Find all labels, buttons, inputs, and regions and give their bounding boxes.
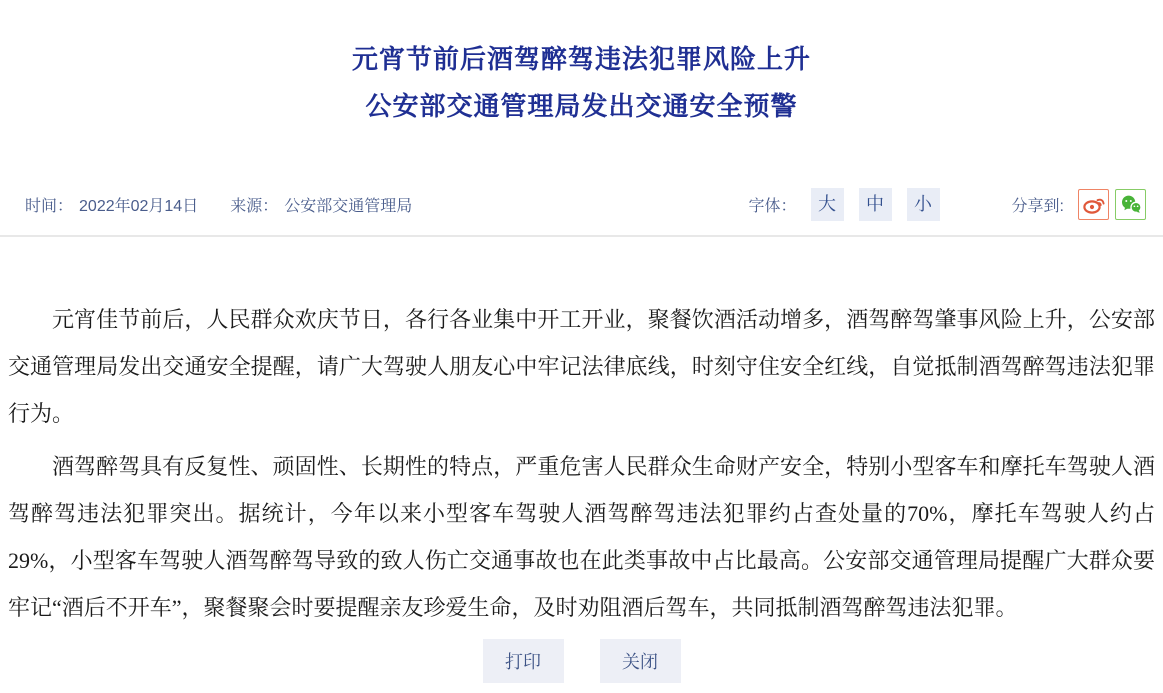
font-size-label: 字体： [748,197,797,215]
share-wechat-button[interactable] [1115,189,1146,220]
wechat-icon [1119,192,1143,216]
meta-info [25,193,412,216]
article-title-line-1: 元宵节前后酒驾醉驾违法犯罪风险上升 [351,44,811,74]
font-size-small-button[interactable]: 小 [907,188,940,221]
article-paragraph-2: 酒驾醉驾具有反复性、顽固性、长期性的特点，严重危害人民群众生命财产安全，特别小型客车和摩托车驾驶人酒驾醉驾违法犯罪突出。据统计，今年以来小型客车驾驶人酒驾醉驾违法犯罪约占查处量的70%，摩托车驾驶人约占29%，小型客车驾驶人酒驾醉驾导致的致人伤亡交通事故也在此类事故中占比最高。公安部交通管理局提醒广大群众要牢记“酒后不开车”，聚餐聚会时要提醒亲友珍爱生命，及时劝阻酒后驾车，共同抵制酒驾醉驾违法犯罪。 [8,454,1155,620]
source-value: 公安部交通管理局 [284,197,413,215]
source-label: 来源： [230,197,279,215]
font-size-medium-button[interactable]: 中 [859,188,892,221]
article-title-line-2: 公安部交通管理局发出交通安全预警 [365,91,798,121]
meta-tools [749,188,1146,221]
article-title [0,0,1163,130]
weibo-icon [1082,192,1106,216]
meta-divider [0,235,1163,237]
share-label: 分享到: [1011,197,1064,215]
footer-actions [0,639,1163,683]
time-value: 2022年02月14日 [79,197,199,215]
article-paragraph-1: 元宵佳节前后，人民群众欢庆节日，各行各业集中开工开业，聚餐饮酒活动增多，酒驾醉驾肇事风险上升，公安部交通管理局发出交通安全提醒，请广大驾驶人朋友心中牢记法律底线，时刻守住安全红线，自觉抵制酒驾醉驾违法犯罪行为。 [8,307,1155,426]
meta-bar [0,187,1163,221]
share-weibo-button[interactable] [1078,189,1109,220]
print-button[interactable]: 打印 [483,639,564,683]
close-button[interactable]: 关闭 [600,639,681,683]
time-label: 时间： [25,197,74,215]
font-size-large-button[interactable]: 大 [811,188,844,221]
article-content [0,296,1163,631]
